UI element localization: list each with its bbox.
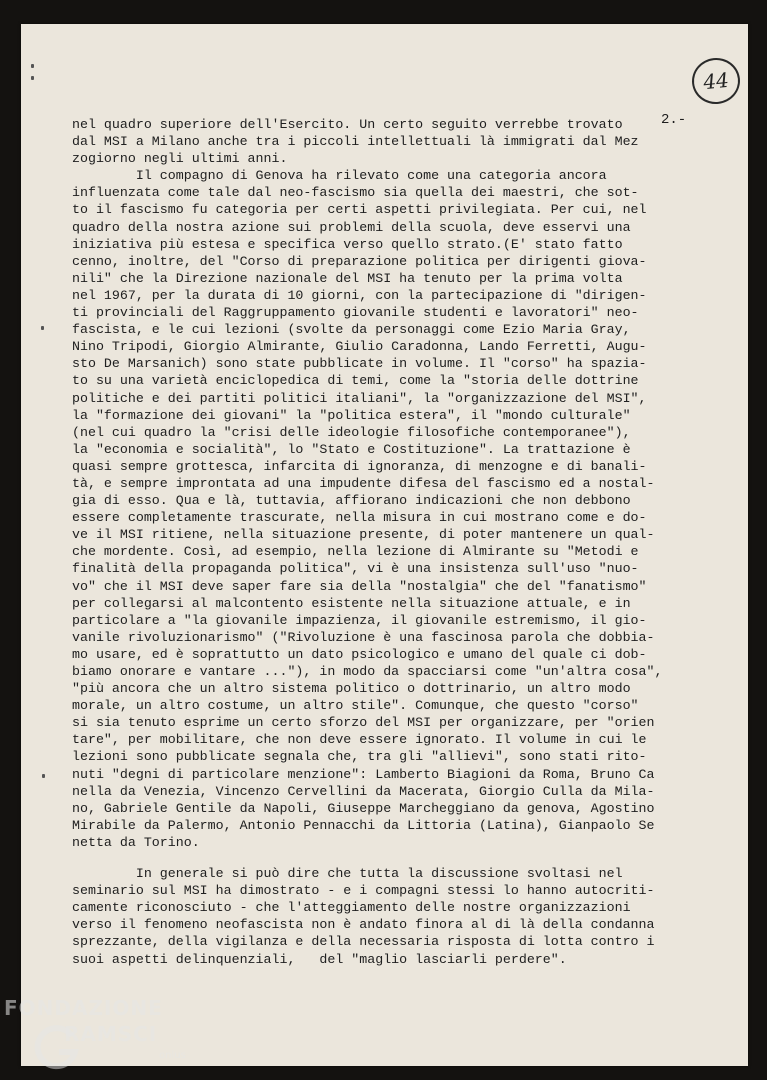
- text-line: seminario sul MSI ha dimostrato - e i compagni stessi lo hanno autocriti-: [72, 883, 655, 899]
- margin-mark: [31, 64, 34, 68]
- text-line: In generale si può dire che tutta la discussione svoltasi nel: [72, 866, 623, 882]
- text-line: quadro della nostra azione sui problemi della scuola, deve esservi una: [72, 219, 631, 235]
- watermark-line1: FONDAZIONE: [4, 996, 163, 1020]
- watermark-suffix: onlus: [159, 1050, 186, 1061]
- margin-mark: [42, 774, 45, 778]
- text-line: to il fascismo fu categoria per certi aspetti privilegiata. Per cui, nel: [72, 202, 647, 218]
- text-line: tà, e sempre improntata ad una impudente difesa del fascismo ed a nostal-: [72, 475, 655, 491]
- text-line: si sia tenuto esprime un certo sforzo del MSI per organizzare, per "orien: [72, 715, 655, 731]
- text-line: politiche e dei partiti politici italiani", la "organizzazione del MSI",: [72, 390, 647, 406]
- text-line: "più ancora che un altro sistema politico o dottrinario, un altro modo: [72, 681, 631, 697]
- text-line: che mordente. Così, ad esempio, nella lezione di Almirante su "Metodi e: [72, 544, 639, 560]
- text-line: gia di esso. Qua e là, tuttavia, affiorano indicazioni che non debbono: [72, 493, 631, 509]
- text-line: vanile rivoluzionarismo" ("Rivoluzione è una fascinosa parola che dobbia-: [72, 629, 655, 645]
- text-line: Mirabile da Palermo, Antonio Pennacchi da Littoria (Latina), Gianpaolo Se: [72, 817, 655, 833]
- text-line: cenno, inoltre, del "Corso di preparazione politica per dirigenti giova-: [72, 253, 647, 269]
- text-line: finalità della propaganda politica", vi è una insistenza sull'uso "nuo-: [72, 561, 639, 577]
- text-line: per collegarsi al malcontento esistente nella situazione attuale, e in: [72, 595, 631, 611]
- text-line: iniziativa più estesa e specifica verso quello strato.(E' stato fatto: [72, 236, 623, 252]
- text-line: particolare a "la giovanile impazienza, il giovanile estremismo, il gio-: [72, 612, 647, 628]
- watermark-line2: RAMSCI: [64, 1022, 158, 1046]
- archive-number-stamp: 44: [690, 56, 743, 107]
- text-line: fascista, e le cui lezioni (svolte da personaggi come Ezio Maria Gray,: [72, 322, 631, 338]
- text-line: netta da Torino.: [72, 834, 200, 850]
- text-line: suoi aspetti delinquenziali, del "maglio lasciarli perdere".: [72, 951, 567, 967]
- text-line: no, Gabriele Gentile da Napoli, Giuseppe Marcheggiano da genova, Agostino: [72, 800, 655, 816]
- text-line: nel quadro superiore dell'Esercito. Un certo seguito verrebbe trovato: [72, 117, 623, 132]
- text-line: influenzata come tale dal neo-fascismo sia quella dei maestri, che sot-: [72, 185, 639, 201]
- text-line: la "economia e socialità", lo "Stato e Costituzione". La trattazione è: [72, 441, 631, 457]
- text-line: biamo onorare e vantare ..."), in modo da spacciarsi come "un'altra cosa",: [72, 664, 663, 679]
- text-line: verso il fenomeno neofascista non è andato finora al di là della condanna: [72, 917, 655, 933]
- fondazione-gramsci-watermark: [4, 996, 194, 1076]
- text-line: nel 1967, per la durata di 10 giorni, con la partecipazione di "dirigen-: [72, 287, 647, 303]
- text-line: lezioni sono pubblicate segnala che, tra gli "allievi", sono stati rito-: [72, 749, 647, 765]
- paragraph-gap: [72, 851, 722, 865]
- text-line: Il compagno di Genova ha rilevato come una categoria ancora: [72, 168, 607, 184]
- text-line: dal MSI a Milano anche tra i piccoli intellettuali là immigrati dal Mez: [72, 134, 639, 150]
- text-line: zogiorno negli ultimi anni.: [72, 151, 288, 167]
- text-line: sprezzante, della vigilanza e della necessaria risposta di lotta contro i: [72, 934, 655, 950]
- text-line: ti provinciali del Raggruppamento giovanile studenti e lavoratori" neo-: [72, 305, 639, 321]
- page-number: 2.-: [661, 112, 687, 128]
- text-line: ve il MSI ritiene, nella situazione presente, di poter mantenere un qual-: [72, 527, 655, 543]
- text-line: nili" che la Direzione nazionale del MSI ha tenuto per la prima volta: [72, 270, 623, 286]
- margin-mark: [31, 76, 34, 80]
- text-line: morale, un altro costume, un altro stile". Comunque, che questo "corso": [72, 698, 639, 714]
- text-line: nella da Venezia, Vincenzo Cervellini da Macerata, Giorgio Culla da Mila-: [72, 783, 655, 799]
- text-line: camente riconosciuto - che l'atteggiamento delle nostre organizzazioni: [72, 900, 631, 916]
- text-line: to su una varietà enciclopedica di temi, come la "storia delle dottrine: [72, 373, 639, 389]
- text-line: tare", per mobilitare, che non deve essere ignorato. Il volume in cui le: [72, 732, 647, 748]
- text-line: nuti "degni di particolare menzione": Lamberto Biagioni da Roma, Bruno Ca: [72, 766, 655, 782]
- text-line: la "formazione dei giovani" la "politica estera", il "mondo culturale": [72, 407, 631, 423]
- text-line: sto De Marsanich) sono state pubblicate in volume. Il "corso" ha spazia-: [72, 356, 647, 372]
- text-line: (nel cui quadro la "crisi delle ideologie filosofiche contemporanee"),: [72, 424, 631, 440]
- text-line: Nino Tripodi, Giorgio Almirante, Giulio Caradonna, Lando Ferretti, Augu-: [72, 339, 647, 355]
- text-line: essere completamente trascurate, nella misura in cui mostrano come e do-: [72, 510, 647, 526]
- margin-mark: [41, 326, 44, 330]
- text-line: mo usare, ed è soprattutto un dato psicologico e umano del quale ci dob-: [72, 646, 647, 662]
- text-line: quasi sempre grottesca, infarcita di ignoranza, di menzogne e di banali-: [72, 458, 647, 474]
- typewritten-text: [72, 116, 722, 968]
- text-line: vo" che il MSI deve saper fare sia della "nostalgia" che del "fanatismo": [72, 578, 647, 594]
